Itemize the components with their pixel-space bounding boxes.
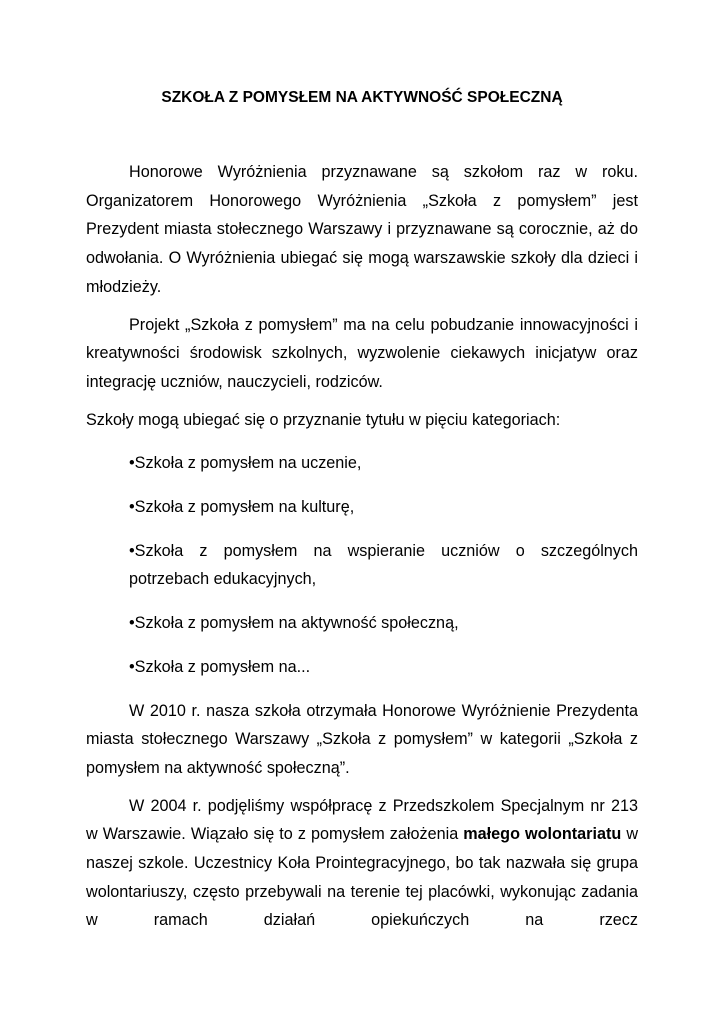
bold-phrase: małego wolontariatu [463, 825, 622, 844]
bullet-icon: • [129, 498, 135, 517]
paragraph-award-2010: W 2010 r. nasza szkoła otrzymała Honorowe Wyróżnienie Prezydenta miasta stołecznego Warszawy „Szkoła z pomysłem” w kategorii „Szkoła z pomysłem na aktywność społeczną”. [86, 701, 638, 777]
list-item [86, 537, 638, 594]
list-item [86, 493, 638, 522]
list-item-text: Szkoła z pomysłem na aktywność społeczną, [134, 614, 459, 633]
list-item-text: Szkoła z pomysłem na... [134, 657, 311, 676]
list-item [86, 653, 638, 682]
paragraph-categories-intro: Szkoły mogą ubiegać się o przyznanie tytułu w pięciu kategoriach: [86, 410, 561, 429]
categories-list [86, 449, 638, 681]
list-item-text: Szkoła z pomysłem na kulturę, [134, 498, 355, 517]
list-item-text: Szkoła z pomysłem na wspieranie uczniów o szczególnych potrzebach edukacyjnych, [129, 541, 638, 589]
list-item [86, 609, 638, 638]
paragraph-cooperation-2004 [86, 792, 638, 936]
bullet-icon: • [129, 454, 135, 473]
bullet-icon: • [129, 614, 135, 633]
paragraph-text: W 2004 r. podjęliśmy współpracę z Przedszkolem Specjalnym nr 213 w Warszawie. Wiązało się to z pomysłem założenia [86, 796, 638, 844]
list-item-text: Szkoła z pomysłem na uczenie, [134, 454, 362, 473]
page-title: SZKOŁA Z POMYSŁEM NA AKTYWNOŚĆ SPOŁECZNĄ [161, 89, 563, 106]
bullet-icon: • [129, 657, 135, 676]
paragraph-honorary-awards: Honorowe Wyróżnienia przyznawane są szkołom raz w roku. Organizatorem Honorowego Wyróżnienia „Szkoła z pomysłem” jest Prezydent miasta stołecznego Warszawy i przyznawane są corocznie, aż do odwołania. O Wyróżnienia ubiegać się mogą warszawskie szkoły dla dzieci i młodzieży. [86, 163, 638, 296]
paragraph-project-goal: Projekt „Szkoła z pomysłem” ma na celu pobudzanie innowacyjności i kreatywności środowisk szkolnych, wyzwolenie ciekawych inicjatyw oraz integrację uczniów, nauczycieli, rodziców. [86, 315, 638, 391]
list-item [86, 449, 638, 478]
paragraph-text: w naszej szkole. Uczestnicy Koła Prointegracyjnego, bo tak nazwała się grupa wolontariuszy, często przebywali na terenie tej placówki, wykonując zadania w ramach działań opiekuńczych na rzecz [86, 825, 639, 930]
bullet-icon: • [129, 541, 135, 560]
document-body [86, 158, 638, 935]
